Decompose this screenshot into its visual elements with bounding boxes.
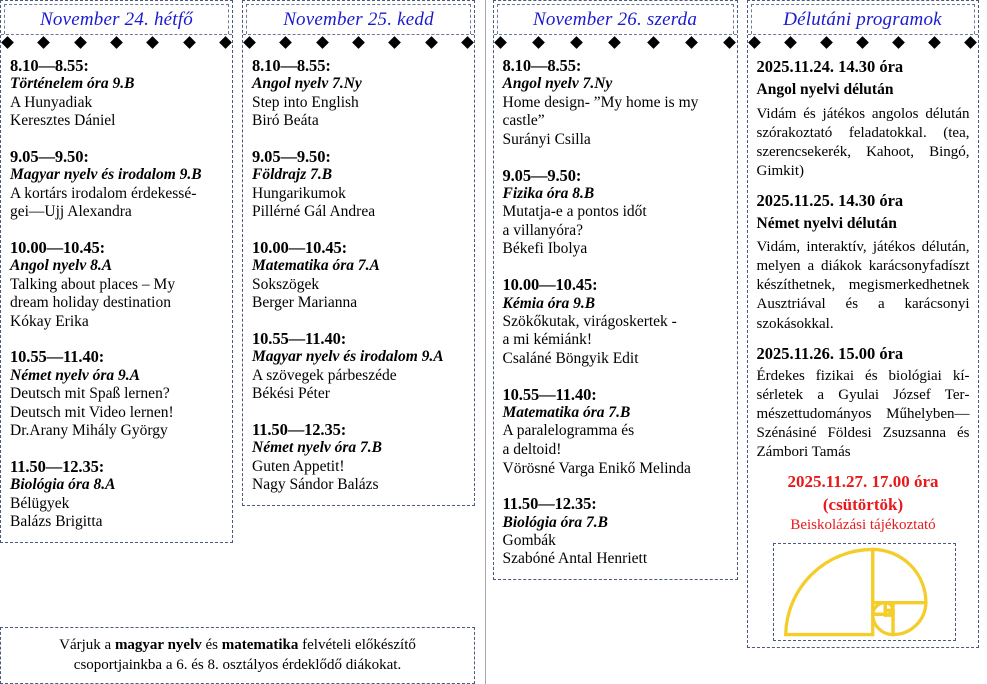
diamond-icon xyxy=(892,36,905,49)
lesson-desc: A Hunyadiak xyxy=(10,93,93,111)
lesson-entry xyxy=(10,347,224,441)
lesson-time: 8.10—8.55: xyxy=(252,56,331,75)
lesson-desc: A paralelogramma és xyxy=(502,422,635,440)
lesson-time: 9.05—9.50: xyxy=(10,146,89,166)
diamond-divider-1 xyxy=(1,34,232,50)
left-half xyxy=(0,0,485,684)
lesson-desc: a deltoid! xyxy=(502,440,562,458)
lesson-desc: Gombák xyxy=(502,531,556,549)
lesson-teacher: Szabóné Antal Henriett xyxy=(502,550,648,568)
afternoon-programs-column xyxy=(747,0,979,648)
lesson-desc: Mutatja-e a pontos időt xyxy=(502,203,647,221)
lesson-entry xyxy=(252,238,466,313)
diamond-icon xyxy=(685,36,698,49)
lesson-teacher: Csaláné Böngyik Edit xyxy=(502,350,639,367)
diamond-icon xyxy=(494,36,507,49)
day-frame-1 xyxy=(0,0,233,543)
diamond-icon xyxy=(219,36,232,49)
right-half xyxy=(493,0,987,684)
diamond-icon xyxy=(647,36,660,49)
diamond-icon xyxy=(820,36,833,49)
day-header-box-1 xyxy=(4,4,229,34)
lesson-teacher: Dr.Arany Mihály György xyxy=(10,422,168,440)
afternoon-body xyxy=(748,54,978,647)
lesson-subject: Matematika óra 7.A xyxy=(252,257,380,275)
diamond-icon xyxy=(609,36,622,49)
diamond-icon xyxy=(1,36,14,49)
lesson-desc: Deutsch mit Spaß lernen? xyxy=(10,385,170,403)
lesson-teacher: Biró Beáta xyxy=(252,112,319,130)
lesson-desc: A szövegek párbeszéde xyxy=(252,366,397,384)
lesson-time: 10.55—11.40: xyxy=(10,347,105,367)
lesson-entry xyxy=(503,385,729,479)
lesson-entry xyxy=(503,275,729,369)
diamond-icon xyxy=(425,36,438,49)
lesson-teacher: Békefi Ibolya xyxy=(502,240,588,258)
day-title-3: November 26. szerda xyxy=(532,9,698,30)
footer-note xyxy=(0,627,475,684)
lesson-desc: Talking about places – My xyxy=(10,275,176,293)
lesson-subject: Kémia óra 9.B xyxy=(502,294,596,312)
lesson-subject: Fizika óra 8.B xyxy=(502,185,595,202)
lesson-desc: gei—Ujj Alexandra xyxy=(10,203,132,221)
lesson-desc: Sokszögek xyxy=(252,275,320,293)
day-column-3 xyxy=(493,0,738,580)
lesson-subject: Angol nyelv 8.A xyxy=(10,257,113,275)
diamond-icon xyxy=(748,36,761,49)
day-columns-right xyxy=(493,0,987,648)
lesson-time: 10.00—10.45: xyxy=(252,237,348,257)
lesson-subject: Biológia óra 7.B xyxy=(502,513,609,531)
lesson-time: 8.10—8.55: xyxy=(10,56,89,75)
lesson-entry xyxy=(252,56,466,131)
diamond-icon xyxy=(724,36,737,49)
day-column-2 xyxy=(242,0,475,506)
lesson-entry xyxy=(503,166,729,260)
lesson-teacher: Berger Marianna xyxy=(252,294,358,312)
left-spacer xyxy=(0,543,485,620)
program-entry xyxy=(757,56,970,181)
diamond-icon xyxy=(965,36,978,49)
footer-text-c: és xyxy=(201,636,222,653)
golden-spiral-icon xyxy=(776,546,953,638)
lesson-entry xyxy=(10,238,224,332)
lesson-subject: Magyar nyelv és irodalom 9.B xyxy=(10,166,202,184)
lesson-subject: Biológia óra 8.A xyxy=(10,476,116,494)
diamond-icon xyxy=(37,36,50,49)
footer-text-bold-2: matematika xyxy=(221,636,299,653)
program-entry xyxy=(757,190,970,334)
program-title: Német nyelvi délután xyxy=(756,215,897,233)
day-header-box-2 xyxy=(246,4,471,34)
diamond-icon xyxy=(856,36,869,49)
day-body-3 xyxy=(494,54,737,579)
program-date: 2025.11.25. 14.30 óra xyxy=(756,190,904,210)
program-title: Angol nyelvi délután xyxy=(756,81,894,99)
lesson-time: 11.50—12.35: xyxy=(502,494,597,514)
lesson-teacher: Nagy Sándor Balázs xyxy=(252,476,379,494)
program-entry-highlight xyxy=(757,471,970,534)
diamond-icon xyxy=(279,36,292,49)
lesson-desc: Szökőkutak, virágoskertek - xyxy=(502,312,677,330)
column-separator-rule xyxy=(485,0,486,684)
day-title-1: November 24. hétfő xyxy=(40,9,193,30)
lesson-teacher: Surányi Csilla xyxy=(502,130,591,148)
lesson-teacher: Vörösné Varga Enikő Melinda xyxy=(502,459,691,477)
lesson-time: 10.55—11.40: xyxy=(502,384,597,404)
lesson-entry xyxy=(10,457,224,532)
lesson-time: 10.55—11.40: xyxy=(252,328,347,348)
lesson-desc: Step into English xyxy=(252,93,359,111)
lesson-subject: Angol nyelv 7.Ny xyxy=(252,75,362,93)
diamond-divider-3 xyxy=(494,34,737,50)
program-text: Érdekes fizikai és biológiai kísérletek a Gyulai József Természettudományos Műhelyben—Szénásiné Földesi Zsuzsanna és Zámbori Tamás xyxy=(756,368,970,461)
diamond-icon xyxy=(352,36,365,49)
lesson-entry xyxy=(503,494,729,569)
lesson-subject: Földrajz 7.B xyxy=(252,166,333,184)
lesson-time: 11.50—12.35: xyxy=(252,419,347,439)
footer-text-a: Várjuk a xyxy=(59,636,115,653)
lesson-entry xyxy=(252,329,466,404)
footer-text-e: felvételi előkészítő xyxy=(298,636,416,653)
lesson-teacher: Keresztes Dániel xyxy=(10,112,116,130)
lesson-desc: a mi kémiánk! xyxy=(502,331,593,349)
day-column-1 xyxy=(0,0,233,543)
lesson-subject: Történelem óra 9.B xyxy=(10,75,135,93)
lesson-time: 8.10—8.55: xyxy=(502,56,582,75)
lesson-desc: castle” xyxy=(502,112,545,130)
lesson-subject: Német nyelv óra 7.B xyxy=(252,439,383,457)
day-body-2 xyxy=(243,54,474,505)
program-date: 2025.11.24. 14.30 óra xyxy=(756,57,904,76)
lesson-subject: Magyar nyelv és irodalom 9.A xyxy=(252,348,444,366)
lesson-desc: Bélügyek xyxy=(10,494,70,512)
program-entry xyxy=(757,343,970,463)
program-text: Vidám, interaktív, játékos délután, melyen a diákok karácsonyfadíszt készíthetnek, megismerkedhetnek Ausztriával és a karácsonyi szokásokkal. xyxy=(756,239,970,332)
lesson-subject: Német nyelv óra 9.A xyxy=(10,366,141,384)
lesson-time: 9.05—9.50: xyxy=(502,165,582,185)
lesson-teacher: Pillérné Gál Andrea xyxy=(252,203,376,221)
day-header-box-3 xyxy=(497,4,734,34)
lesson-time: 9.05—9.50: xyxy=(252,146,331,166)
lesson-teacher: Békési Péter xyxy=(252,385,330,403)
afternoon-header-box xyxy=(751,4,975,34)
program-date: 2025.11.26. 15.00 óra xyxy=(756,343,904,363)
lesson-entry xyxy=(252,420,466,495)
diamond-icon xyxy=(388,36,401,49)
diamond-icon xyxy=(110,36,123,49)
lesson-desc: a villanyóra? xyxy=(502,221,583,239)
lesson-desc: Hungarikumok xyxy=(252,184,346,202)
highlight-subtitle: Beiskolázási tájékoztató xyxy=(790,517,936,534)
lesson-time: 10.00—10.45: xyxy=(502,275,598,295)
lesson-entry xyxy=(252,147,466,222)
diamond-icon xyxy=(74,36,87,49)
diamond-icon xyxy=(532,36,545,49)
program-text: Vidám és játékos angolos délután szórakoztató feladatokkal. (tea, szerencsekerék, Kahoot, Bingó, Gimkit) xyxy=(756,105,970,179)
day-frame-3 xyxy=(493,0,738,580)
lesson-subject: Matematika óra 7.B xyxy=(502,404,631,422)
day-body-1 xyxy=(1,54,232,542)
afternoon-title: Délutáni programok xyxy=(783,9,942,30)
afternoon-frame xyxy=(747,0,979,648)
lesson-desc: Home design- ”My home is my xyxy=(502,93,699,111)
footer-text-bold-1: magyar nyelv xyxy=(114,636,202,653)
lesson-time: 11.50—12.35: xyxy=(10,456,105,476)
lesson-teacher: Kókay Erika xyxy=(10,312,89,330)
lesson-teacher: Balázs Brigitta xyxy=(10,513,103,531)
footer-text-line2: csoportjainkba a 6. és 8. osztályos érdeklődő diákokat. xyxy=(73,656,402,673)
diamond-icon xyxy=(570,36,583,49)
day-frame-2 xyxy=(242,0,475,506)
lesson-desc: A kortárs irodalom érdekessé- xyxy=(10,184,197,202)
diamond-icon xyxy=(316,36,329,49)
diamond-icon xyxy=(243,36,256,49)
lesson-desc: Guten Appetit! xyxy=(252,457,345,475)
golden-spiral-box xyxy=(773,543,956,641)
diamond-divider-4 xyxy=(748,34,978,50)
lesson-time: 10.00—10.45: xyxy=(10,237,106,257)
lesson-subject: Angol nyelv 7.Ny xyxy=(502,75,613,93)
diamond-icon xyxy=(784,36,797,49)
highlight-date: 2025.11.27. 17.00 óra xyxy=(787,472,939,492)
day-title-2: November 25. kedd xyxy=(283,9,434,30)
day-columns-left xyxy=(0,0,485,543)
diamond-icon xyxy=(928,36,941,49)
diamond-divider-2 xyxy=(243,34,474,50)
highlight-day: (csütörtök) xyxy=(822,495,904,515)
lesson-desc: Deutsch mit Video lernen! xyxy=(10,403,174,421)
lesson-entry xyxy=(10,56,224,131)
lesson-desc: dream holiday destination xyxy=(10,294,171,312)
lesson-entry xyxy=(503,56,729,150)
diamond-icon xyxy=(461,36,474,49)
lesson-entry xyxy=(10,147,224,222)
diamond-icon xyxy=(183,36,196,49)
diamond-icon xyxy=(146,36,159,49)
